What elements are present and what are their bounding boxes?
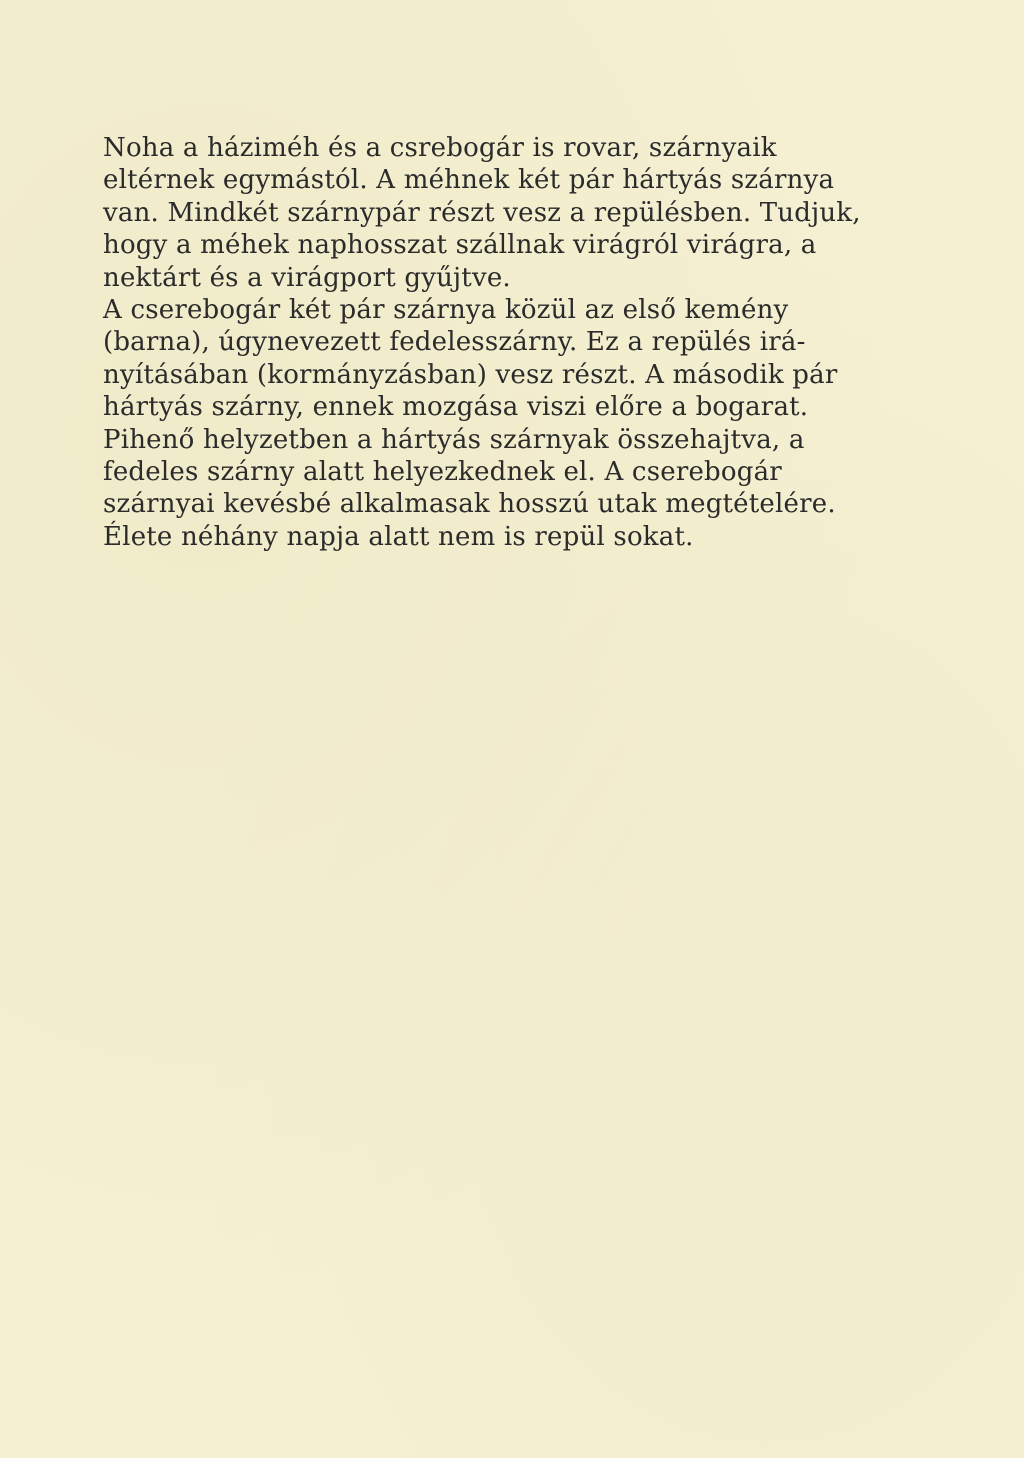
- text-line: Élete néhány napja alatt nem is repül sokat.: [103, 521, 694, 552]
- text-line: A cserebogár két pár szárnya közül az első kemény: [103, 295, 789, 326]
- text-line: van. Mindkét szárnypár részt vesz a repülésben. Tudjuk,: [103, 197, 861, 228]
- text-line: nektárt és a virágport gyűjtve.: [103, 262, 511, 293]
- text-line: Noha a háziméh és a csrebogár is rovar, szárnyaik: [103, 133, 777, 163]
- text-line: eltérnek egymástól. A méhnek két pár hártyás szárnya: [103, 165, 835, 196]
- text-line: hártyás szárny, ennek mozgása viszi előre a bogarat.: [103, 392, 809, 423]
- text-line: fedeles szárny alatt helyezkednek el. A cserebogár: [103, 457, 782, 488]
- text-line: szárnyai kevésbé alkalmasak hosszú utak megtételére.: [103, 489, 836, 520]
- text-line: nyításában (kormányzásban) vesz részt. A második pár: [103, 359, 838, 390]
- text-line: (barna), úgynevezett fedelesszárny. Ez a repülés irá-: [103, 327, 806, 358]
- text-line: Pihenő helyzetben a hártyás szárnyak összehajtva, a: [103, 424, 805, 455]
- text-line: hogy a méhek naphosszat szállnak virágról virágra, a: [103, 230, 817, 261]
- body-text: [103, 132, 983, 553]
